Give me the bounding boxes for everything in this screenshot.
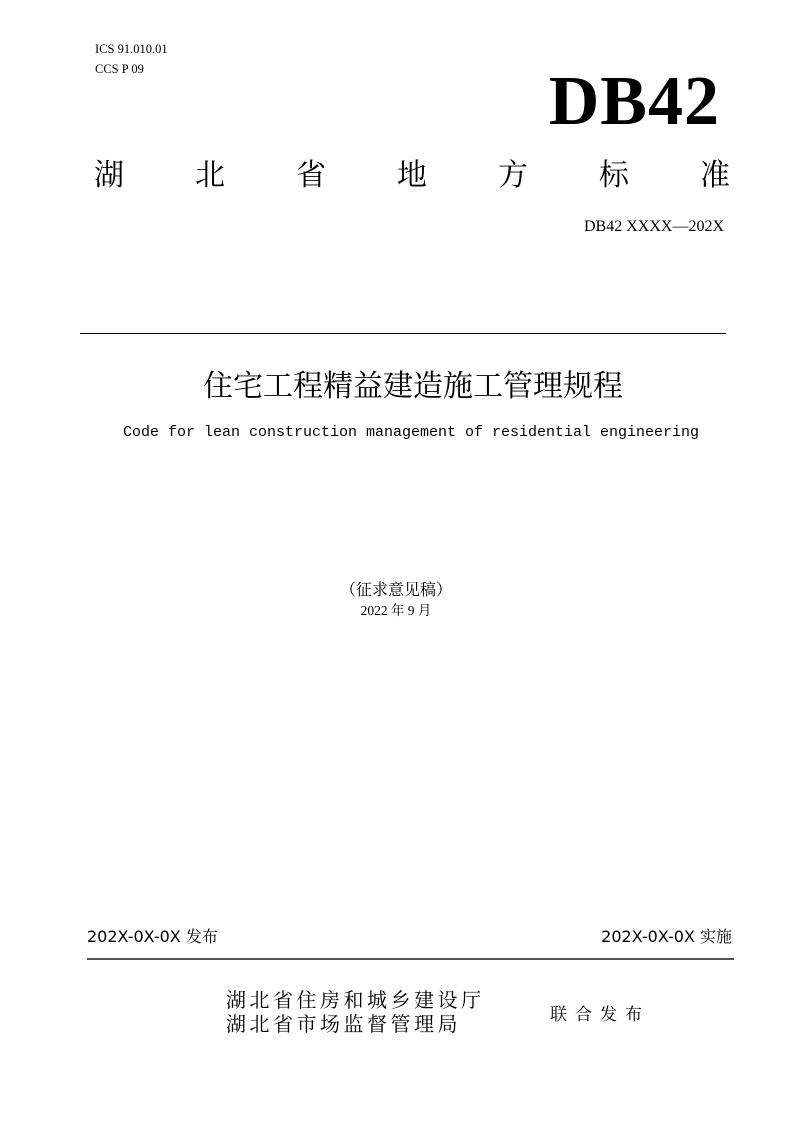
standard-type-char: 标	[599, 158, 629, 193]
ics-code: ICS 91.010.01	[95, 42, 168, 56]
title-en: Code for lean construction management of residential engineering	[122, 424, 700, 441]
standard-type	[94, 156, 730, 196]
standard-type-char: 地	[397, 158, 427, 193]
issuer: 湖北省市场监督管理局	[226, 1012, 461, 1036]
release-date: 202X-0X-0X 发布	[87, 927, 218, 946]
standard-type-char: 方	[498, 158, 528, 193]
standard-type-char: 省	[296, 158, 326, 193]
ccs-code: CCS P 09	[95, 62, 144, 76]
standard-type-char: 准	[700, 158, 730, 193]
standard-type-char: 湖	[94, 158, 124, 193]
draft-label: （征求意见稿）	[339, 580, 452, 599]
divider	[80, 333, 726, 334]
divider	[87, 958, 734, 960]
title-zh: 住宅工程精益建造施工管理规程	[203, 369, 623, 404]
implementation-date: 202X-0X-0X 实施	[601, 927, 732, 946]
classification-codes	[95, 39, 168, 79]
standard-type-char: 北	[195, 158, 225, 193]
joint-issue-label: 联合发布	[550, 1005, 650, 1025]
draft-date: 2022 年 9 月	[360, 603, 432, 618]
db-code: DB42	[548, 63, 720, 140]
issuer: 湖北省住房和城乡建设厅	[226, 988, 485, 1012]
standard-number: DB42 XXXX—202X	[584, 218, 724, 235]
